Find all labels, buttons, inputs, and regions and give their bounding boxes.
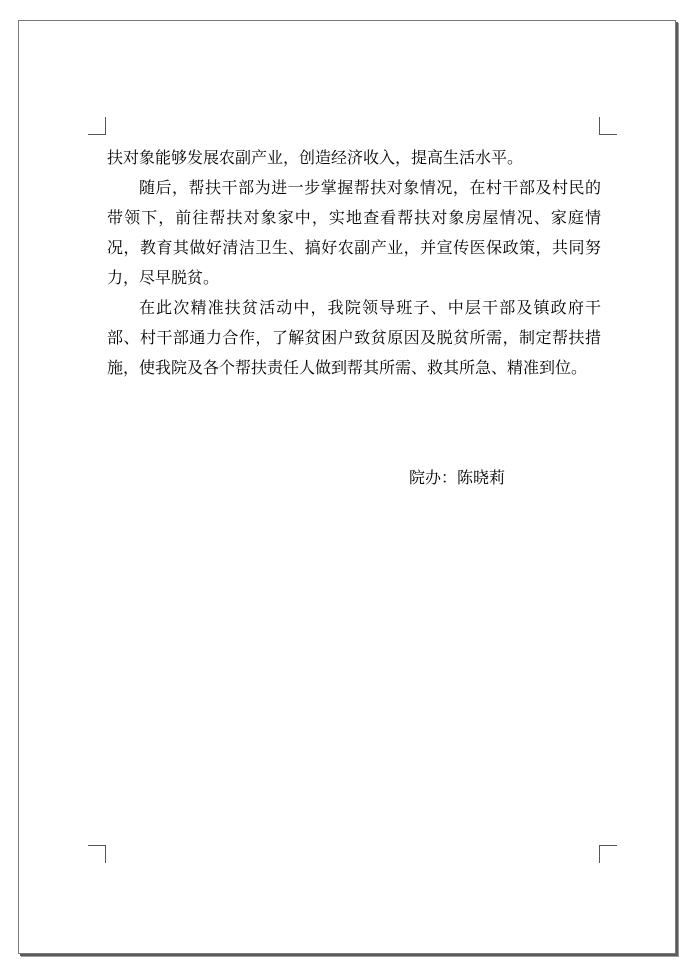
margin-mark-top-left [88,117,106,135]
document-body[interactable] [107,143,601,383]
signature: 院办：陈晓莉 [409,468,506,487]
margin-mark-bottom-left [88,845,106,863]
paragraph-continuation: 扶对象能够发展农副产业，创造经济收入，提高生活水平。 [107,148,524,167]
document-page [18,20,676,954]
paragraph-follow-up-visit: 随后，帮扶干部为进一步掌握帮扶对象情况，在村干部及村民的带领下，前往帮扶对象家中，实地查看帮扶对象房屋情况、家庭情况，教育其做好清洁卫生、搞好农副产业，并宣传医保政策，共同努力，尽早脱贫。 [107,178,601,287]
paragraph-summary: 在此次精准扶贫活动中，我院领导班子、中层干部及镇政府干部、村干部通力合作，了解贫困户致贫原因及脱贫所需，制定帮扶措施，使我院及各个帮扶责任人做到帮其所需、救其所急、精准到位。 [107,298,601,377]
margin-mark-top-right [599,117,617,135]
margin-mark-bottom-right [599,845,617,863]
